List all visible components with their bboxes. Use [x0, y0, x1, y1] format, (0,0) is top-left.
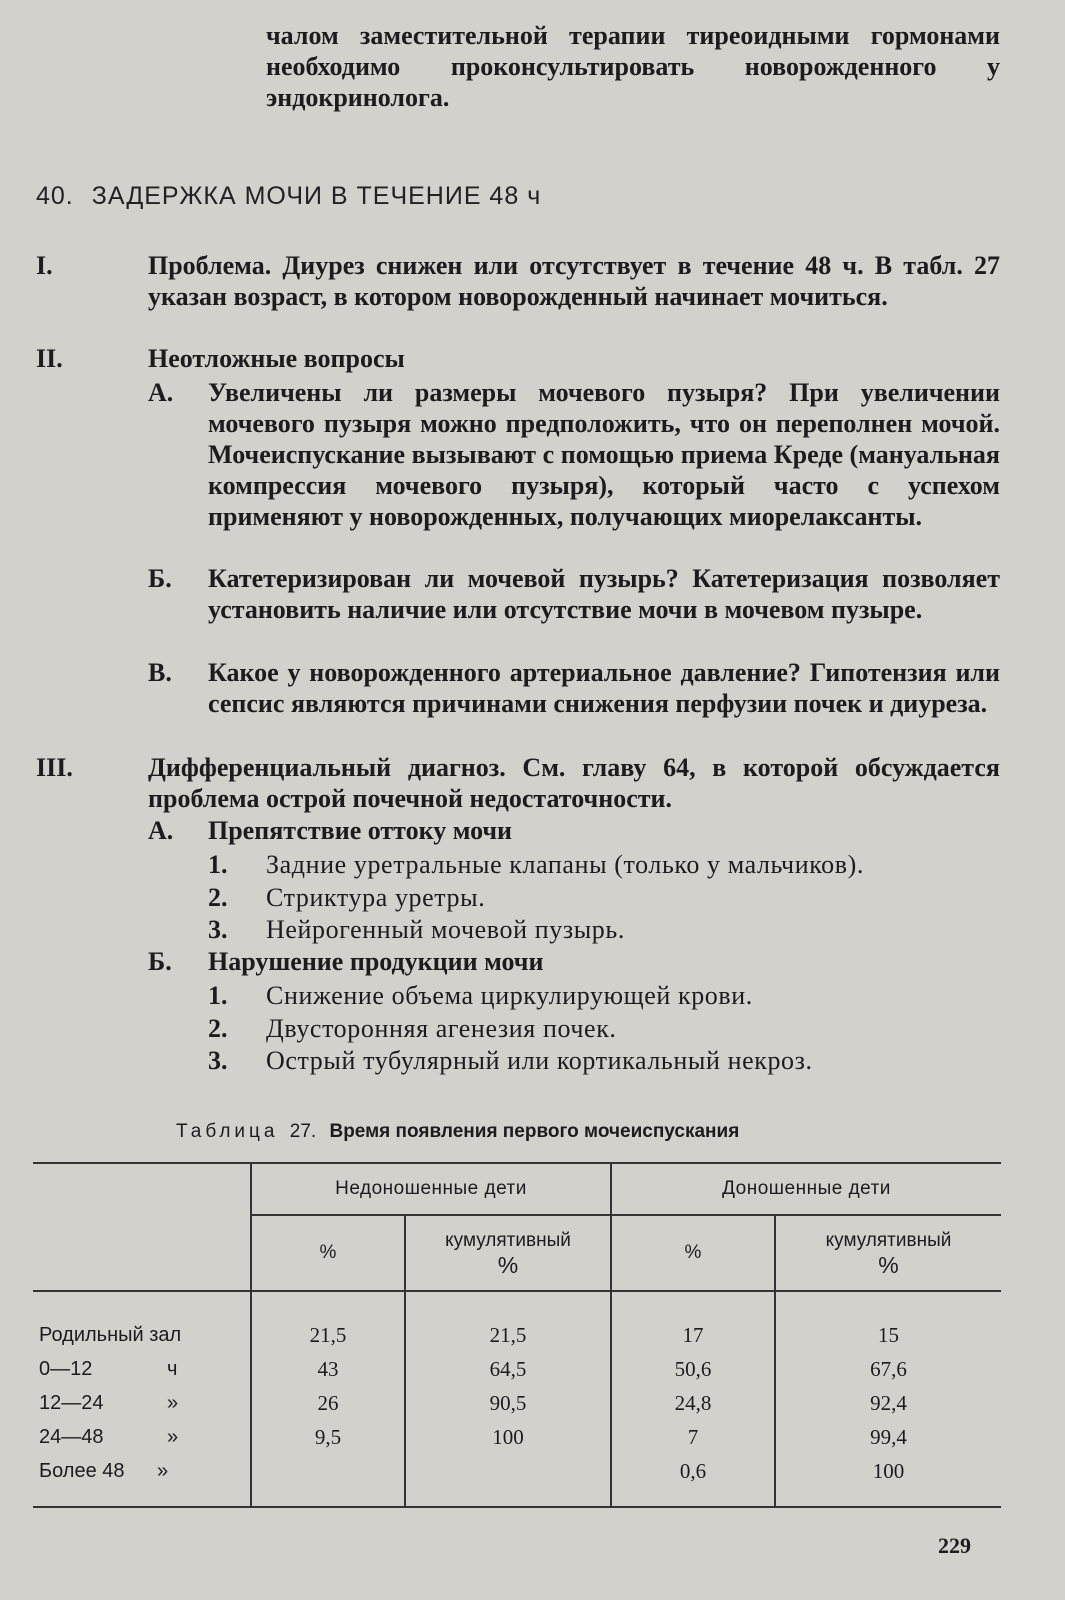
section-3a-item-1-num: 1. [208, 850, 228, 879]
header-preterm: Недоношенные дети [251, 1163, 611, 1215]
section-3a-item-1-text: Задние уретральные клапаны (только у мальчиков). [266, 850, 864, 879]
header-cumulative-pct: % [878, 1252, 899, 1278]
cell-term-pct: 24,8 [611, 1386, 775, 1420]
section-2c-text: Какое у новорожденного артериальное давление? Гипотензия или сепсис являются причинами снижения перфузии почек и диуреза. [208, 658, 1000, 718]
row-label-text: 12—24 [39, 1391, 104, 1414]
row-label-unit: » [167, 1425, 179, 1448]
cell-preterm-cumulative [405, 1454, 611, 1507]
section-3a-letter: А. [148, 816, 174, 845]
intro-paragraph: чалом заместительной терапии тиреоидными гормонами необходимо проконсультировать новорожденного у эндокринолога. [266, 21, 1000, 112]
cell-term-pct: 7 [611, 1420, 775, 1454]
section-3b-item-3-num: 3. [208, 1046, 228, 1075]
row-label-text: 0—12 [39, 1357, 93, 1380]
cell-preterm-pct: 43 [251, 1352, 405, 1386]
cell-term-pct: 17 [611, 1291, 775, 1352]
section-3b-item-2-text: Двусторонняя агенезия почек. [266, 1014, 617, 1043]
section-3a-item-2-text: Стриктура уретры. [266, 883, 486, 912]
row-label-unit: ч [167, 1357, 178, 1380]
section-3-numeral: III. [36, 753, 73, 782]
row-label [33, 1386, 251, 1420]
cell-term-cumulative: 92,4 [775, 1386, 1001, 1420]
header-cumulative-word: кумулятивный [445, 1230, 571, 1251]
table-caption [176, 1121, 739, 1143]
section-3b-item-2-num: 2. [208, 1014, 228, 1043]
cell-preterm-cumulative: 100 [405, 1420, 611, 1454]
row-label-unit: » [157, 1459, 169, 1482]
table-caption-title: Время появления первого мочеиспускания [329, 1121, 740, 1142]
chapter-heading [36, 182, 541, 211]
section-3a-text: Препятствие оттоку мочи [208, 816, 513, 845]
header-preterm-cumulative [405, 1215, 611, 1291]
table-caption-number: 27. [289, 1121, 317, 1142]
section-3b-text: Нарушение продукции мочи [208, 947, 544, 976]
voiding-time-table [33, 1162, 1001, 1508]
section-3a-item-3-num: 3. [208, 915, 228, 944]
section-3b-item-1-text: Снижение объема циркулирующей крови. [266, 981, 753, 1010]
table-row [33, 1291, 1001, 1352]
cell-preterm-cumulative: 64,5 [405, 1352, 611, 1386]
header-term: Доношенные дети [611, 1163, 1001, 1215]
table-row [33, 1352, 1001, 1386]
page-number: 229 [938, 1533, 971, 1558]
row-label [33, 1352, 251, 1386]
section-2-numeral: II. [36, 344, 63, 373]
section-2b-letter: Б. [148, 564, 172, 593]
header-cumulative-pct: % [497, 1252, 519, 1278]
section-2c-letter: В. [148, 658, 172, 687]
section-3a-item-2-num: 2. [208, 883, 228, 912]
cell-term-cumulative: 100 [775, 1454, 1001, 1507]
cell-preterm-pct: 26 [251, 1386, 405, 1420]
cell-term-cumulative: 15 [775, 1291, 1001, 1352]
cell-preterm-pct: 21,5 [251, 1291, 405, 1352]
chapter-title: ЗАДЕРЖКА МОЧИ В ТЕЧЕНИЕ 48 ч [91, 182, 542, 210]
section-1-text: Проблема. Диурез снижен или отсутствует в течение 48 ч. В табл. 27 указан возраст, в котором новорожденный начинает мочиться. [148, 251, 1000, 311]
header-term-cumulative [775, 1215, 1001, 1291]
cell-preterm-cumulative: 90,5 [405, 1386, 611, 1420]
table-row [33, 1454, 1001, 1507]
header-preterm-pct: % [251, 1215, 405, 1291]
section-3a-item-3-text: Нейрогенный мочевой пузырь. [266, 915, 625, 944]
cell-preterm-pct [251, 1454, 405, 1507]
section-2a-text: Увеличены ли размеры мочевого пузыря? При увеличении мочевого пузыря можно предположить, что он переполнен мочой. Мочеиспускание вызывают с помощью приема Креде (мануальная компрессия мочевого пузыря), который часто с успехом применяют у новорожденных, получающих миорелаксанты. [208, 378, 1000, 531]
header-cumulative-word: кумулятивный [825, 1230, 952, 1251]
cell-term-pct: 50,6 [611, 1352, 775, 1386]
row-label-text: 24—48 [39, 1425, 104, 1448]
table-row [33, 1386, 1001, 1420]
section-1-numeral: I. [36, 251, 53, 280]
row-label [33, 1420, 251, 1454]
section-3b-item-1-num: 1. [208, 981, 228, 1010]
cell-term-pct: 0,6 [611, 1454, 775, 1507]
row-label [33, 1291, 251, 1352]
row-label [33, 1454, 251, 1507]
section-3-text: Дифференциальный диагноз. См. главу 64, в которой обсуждается проблема острой почечной недостаточности. [148, 753, 1000, 813]
section-2a-letter: А. [148, 378, 174, 407]
section-3b-item-3-text: Острый тубулярный или кортикальный некроз. [266, 1046, 813, 1075]
cell-term-cumulative: 67,6 [775, 1352, 1001, 1386]
cell-preterm-cumulative: 21,5 [405, 1291, 611, 1352]
table-group-header-row [33, 1163, 1001, 1215]
table-caption-label: Таблица [176, 1121, 279, 1142]
cell-preterm-pct: 9,5 [251, 1420, 405, 1454]
row-label-unit: » [167, 1391, 179, 1414]
chapter-number: 40. [36, 182, 74, 210]
section-2b-text: Катетеризирован ли мочевой пузырь? Катетеризация позволяет установить наличие или отсутствие мочи в мочевом пузыре. [208, 564, 1000, 624]
table-corner-cell [33, 1163, 251, 1291]
row-label-text: Более 48 [39, 1459, 125, 1482]
cell-term-cumulative: 99,4 [775, 1420, 1001, 1454]
row-label-text: Родильный зал [39, 1323, 182, 1346]
table-row [33, 1420, 1001, 1454]
section-3b-letter: Б. [148, 947, 172, 976]
section-2-heading: Неотложные вопросы [148, 344, 405, 373]
header-term-pct: % [611, 1215, 775, 1291]
